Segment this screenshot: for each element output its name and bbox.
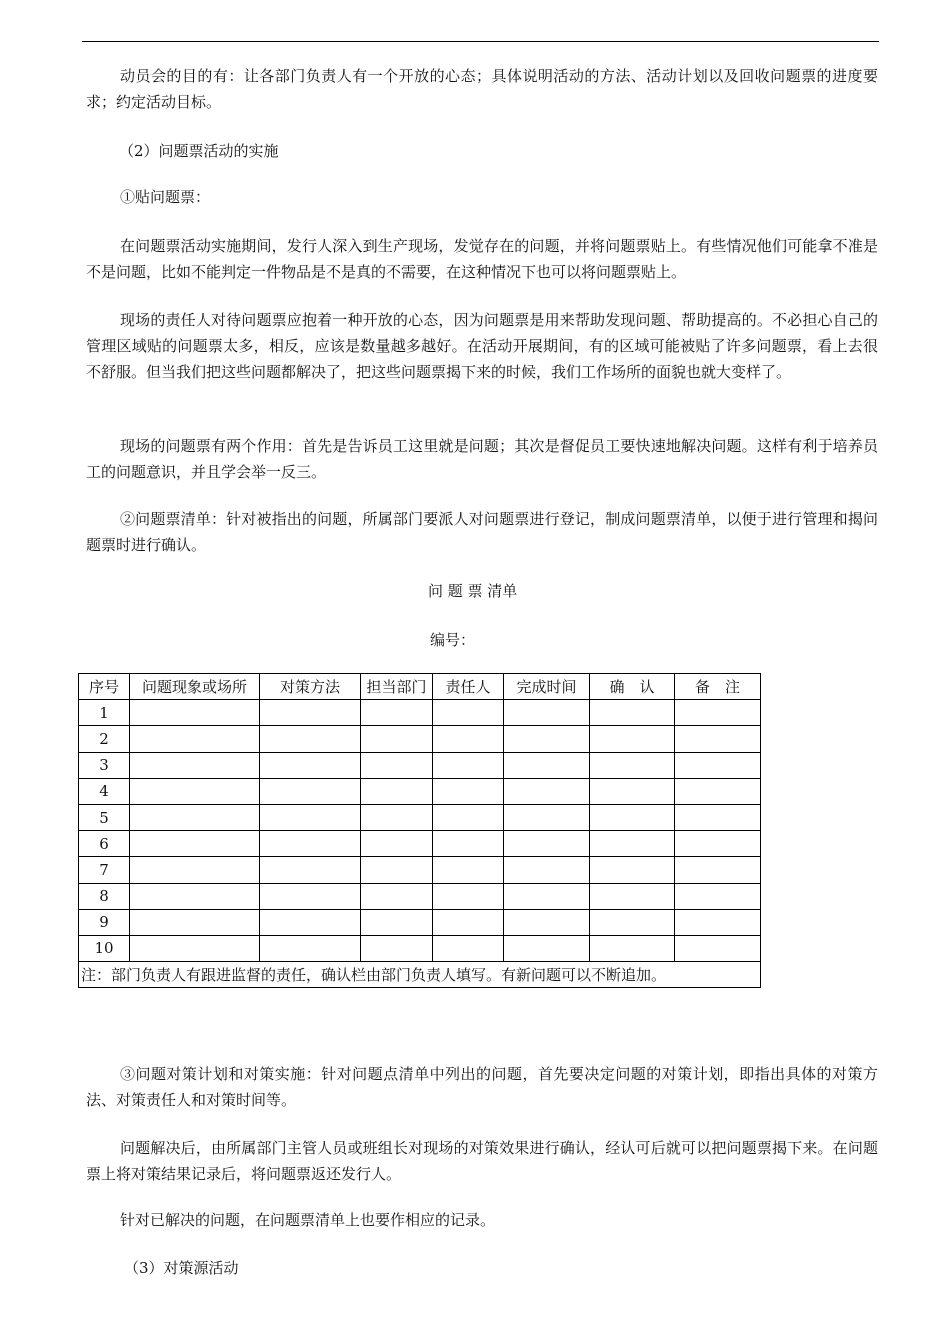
row-number: 4 xyxy=(79,778,130,804)
table-row xyxy=(79,804,761,830)
table-row xyxy=(79,909,761,935)
section-heading-2: （2）问题票活动的实施 xyxy=(119,142,279,160)
row-number: 9 xyxy=(79,909,130,935)
row-number: 2 xyxy=(79,726,130,752)
row-number: 6 xyxy=(79,831,130,857)
table-header-row xyxy=(79,674,761,700)
row-number: 8 xyxy=(79,883,130,909)
table-note: 注：部门负责人有跟进监督的责任，确认栏由部门负责人填写。有新问题可以不断追加。 xyxy=(79,962,761,988)
paragraph-purpose: 动员会的目的有：让各部门负责人有一个开放的心态；具体说明活动的方法、活动计划以及回收问题票的进度要求；约定活动目标。 xyxy=(86,67,878,111)
table-row xyxy=(79,857,761,883)
table-row xyxy=(79,752,761,778)
row-number: 5 xyxy=(79,804,130,830)
row-number: 10 xyxy=(79,935,130,961)
header-cell-remarks: 备 注 xyxy=(675,674,761,700)
subheading-post-tickets: ①贴问题票： xyxy=(120,188,211,206)
header-cell-number: 序号 xyxy=(79,674,130,700)
table-row xyxy=(79,831,761,857)
paragraph-countermeasure-plan: ③问题对策计划和对策实施：针对问题点清单中列出的问题，首先要决定问题的对策计划，即指出具体的对策方法、对策责任人和对策时间等。 xyxy=(86,1065,878,1109)
table-row xyxy=(79,883,761,909)
header-cell-countermeasure: 对策方法 xyxy=(260,674,361,700)
table-row xyxy=(79,935,761,961)
header-cell-issue: 问题现象或场所 xyxy=(130,674,260,700)
row-number: 7 xyxy=(79,857,130,883)
paragraph-record: 针对已解决的问题，在问题票清单上也要作相应的记录。 xyxy=(120,1211,496,1229)
header-rule xyxy=(82,41,879,42)
header-cell-owner: 责任人 xyxy=(433,674,504,700)
paragraph-confirmation: 问题解决后，由所属部门主管人员或班组长对现场的对策效果进行确认，经认可后就可以把问题票揭下来。在问题票上将对策结果记录后，将问题票返还发行人。 xyxy=(86,1139,878,1183)
header-cell-completion-time: 完成时间 xyxy=(504,674,590,700)
table-row xyxy=(79,726,761,752)
section-heading-3: （3）对策源活动 xyxy=(124,1259,239,1277)
problem-ticket-table xyxy=(78,673,761,988)
table-title: 问 题 票 清单 xyxy=(428,582,518,600)
table-row xyxy=(79,700,761,726)
paragraph-open-mindset: 现场的责任人对待问题票应抱着一种开放的心态，因为问题票是用来帮助发现问题、帮助提高的。不必担心自己的管理区域贴的问题票太多，相反，应该是数量越多越好。在活动开展期间，有的区域可能被贴了许多问题票，看上去很不舒服。但当我们把这些问题都解决了，把这些问题票揭下来的时候，我们工作场所的面貌也就大变样了。 xyxy=(86,311,878,381)
paragraph-ticket-functions: 现场的问题票有两个作用：首先是告诉员工这里就是问题；其次是督促员工要快速地解决问题。这样有利于培养员工的问题意识，并且学会举一反三。 xyxy=(86,437,878,481)
table-row xyxy=(79,778,761,804)
paragraph-post-tickets: 在问题票活动实施期间，发行人深入到生产现场，发觉存在的问题，并将问题票贴上。有些情况他们可能拿不准是不是问题，比如不能判定一件物品是不是真的不需要，在这种情况下也可以将问题票贴上。 xyxy=(86,237,878,281)
header-cell-department: 担当部门 xyxy=(361,674,433,700)
header-cell-confirm: 确 认 xyxy=(590,674,675,700)
row-number: 3 xyxy=(79,752,130,778)
paragraph-ticket-list: ②问题票清单：针对被指出的问题，所属部门要派人对问题票进行登记，制成问题票清单，以便于进行管理和揭问题票时进行确认。 xyxy=(86,510,878,554)
table-note-row xyxy=(79,962,761,988)
row-number: 1 xyxy=(79,700,130,726)
table-number-label: 编号： xyxy=(430,631,476,649)
